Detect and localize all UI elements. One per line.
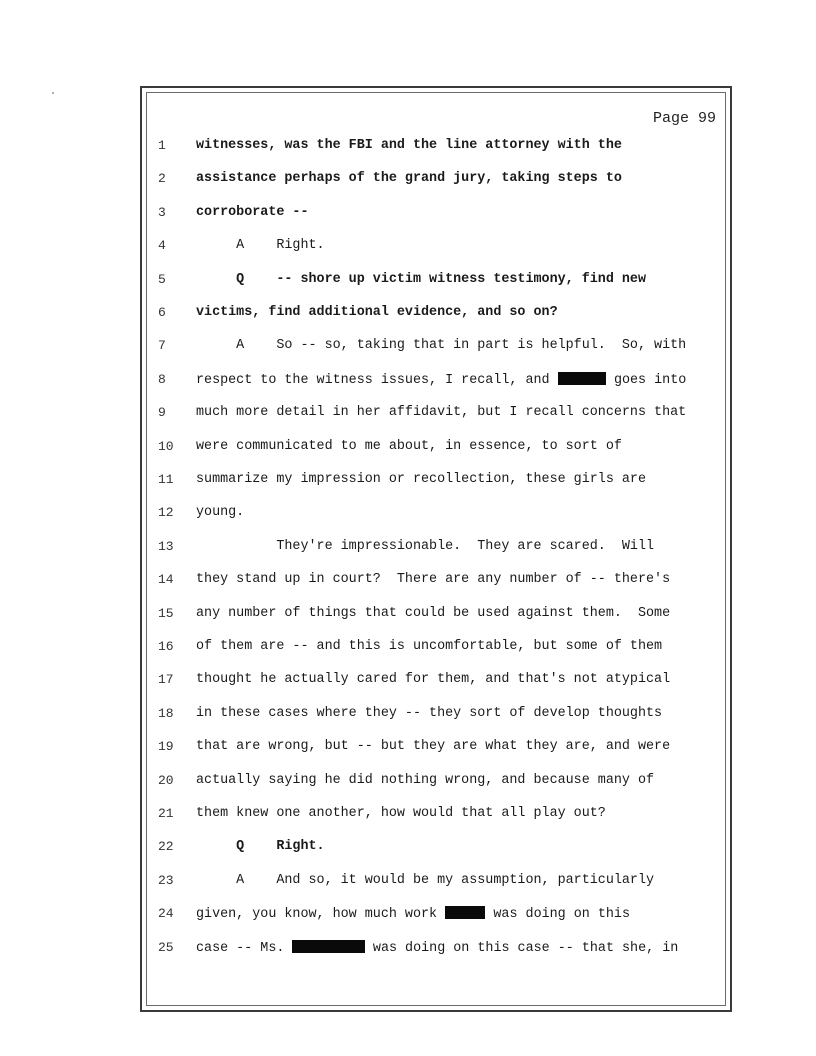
text-segment: were communicated to me about, in essence, to sort of: [196, 438, 622, 454]
line-text: [196, 706, 662, 721]
text-segment: was doing on this case -- that she, in: [364, 940, 679, 956]
transcript-line: [150, 940, 720, 964]
line-number: 24: [158, 906, 174, 922]
redaction-block: [292, 940, 364, 953]
transcript-line: [150, 706, 720, 730]
transcript-line: [150, 138, 720, 162]
text-segment: Q Right.: [196, 839, 325, 855]
line-text: [196, 672, 670, 687]
line-number: 13: [158, 538, 174, 554]
line-number: 20: [158, 772, 174, 788]
page-number: Page 99: [652, 110, 716, 127]
transcript-line: [150, 472, 720, 496]
line-text: [196, 873, 654, 888]
transcript-line: [150, 439, 720, 463]
text-segment: A So -- so, taking that in part is helpful. So, with: [196, 338, 687, 354]
transcript-line: [150, 238, 720, 262]
line-number: 15: [158, 605, 174, 621]
transcript-line: [150, 405, 720, 429]
redaction-block: [445, 906, 485, 919]
text-segment: Q -- shore up victim witness testimony, find new: [196, 271, 646, 287]
transcript-line: [150, 305, 720, 329]
text-segment: they stand up in court? There are any number of -- there's: [196, 572, 671, 588]
transcript-line: [150, 672, 720, 696]
line-text: [196, 839, 325, 854]
transcript-line: [150, 873, 720, 897]
text-segment: A Right.: [196, 238, 325, 254]
text-segment: in these cases where they -- they sort of develop thoughts: [196, 705, 663, 721]
line-number: 25: [158, 939, 174, 955]
line-text: [196, 906, 630, 922]
line-number: 10: [158, 438, 174, 454]
line-number: 21: [158, 806, 174, 821]
line-number: 22: [158, 839, 174, 855]
line-number: 2: [158, 171, 166, 187]
line-text: [196, 439, 622, 454]
line-text: [196, 940, 678, 956]
text-segment: goes into: [605, 372, 687, 388]
text-segment: A And so, it would be my assumption, particularly: [196, 872, 655, 888]
transcript-line: [150, 739, 720, 763]
transcript-line: [150, 539, 720, 563]
line-number: 8: [158, 371, 166, 387]
line-number: 17: [158, 672, 174, 688]
transcript-line: [150, 205, 720, 229]
line-text: [196, 773, 654, 788]
line-text: [196, 171, 622, 186]
transcript-line: [150, 572, 720, 596]
transcript-line: [150, 906, 720, 930]
text-segment: that are wrong, but -- but they are what they are, and were: [196, 739, 671, 755]
transcript-line: [150, 773, 720, 797]
line-number: 19: [158, 739, 174, 755]
line-number: 11: [158, 472, 174, 487]
text-segment: actually saying he did nothing wrong, and because many of: [196, 772, 655, 788]
text-segment: case -- Ms.: [196, 940, 293, 956]
line-number: 16: [158, 639, 174, 654]
line-text: [196, 806, 606, 821]
redaction-block: [558, 372, 606, 385]
text-segment: corroborate --: [196, 204, 309, 220]
line-text: [196, 238, 325, 253]
line-number: 9: [158, 405, 166, 421]
text-segment: assistance perhaps of the grand jury, taking steps to: [196, 171, 622, 187]
line-number: 7: [158, 338, 166, 354]
line-text: [196, 505, 244, 520]
text-segment: victims, find additional evidence, and so on?: [196, 305, 558, 320]
transcript-line: [150, 839, 720, 863]
transcript-line: [150, 272, 720, 296]
line-text: [196, 305, 558, 320]
transcript-line: [150, 806, 720, 830]
text-segment: witnesses, was the FBI and the line attorney with the: [196, 138, 622, 153]
line-text: [196, 205, 309, 220]
line-text: [196, 138, 622, 153]
transcript-line: [150, 505, 720, 529]
text-segment: of them are -- and this is uncomfortable, but some of them: [196, 639, 663, 654]
line-text: [196, 606, 670, 621]
text-segment: They're impressionable. They are scared. Will: [196, 538, 655, 554]
line-text: [196, 472, 646, 487]
text-segment: young.: [196, 505, 245, 521]
line-number: 14: [158, 572, 174, 588]
line-number: 23: [158, 872, 174, 888]
text-segment: summarize my impression or recollection, these girls are: [196, 472, 646, 487]
line-number: 12: [158, 505, 174, 521]
text-segment: any number of things that could be used against them. Some: [196, 605, 671, 621]
line-number: 4: [158, 238, 166, 254]
transcript-line: [150, 372, 720, 396]
text-segment: was doing on this: [485, 907, 631, 923]
line-number: 18: [158, 705, 174, 721]
text-segment: them knew one another, how would that all play out?: [196, 806, 606, 821]
line-text: [196, 272, 646, 287]
line-number: 5: [158, 271, 166, 287]
line-text: [196, 572, 670, 587]
text-segment: much more detail in her affidavit, but I recall concerns that: [196, 405, 687, 421]
text-segment: thought he actually cared for them, and that's not atypical: [196, 672, 671, 688]
transcript-line: [150, 639, 720, 663]
line-text: [196, 405, 686, 420]
line-number: 3: [158, 204, 166, 220]
transcript-line: [150, 606, 720, 630]
line-number: 6: [158, 305, 166, 320]
line-text: [196, 739, 670, 754]
text-segment: respect to the witness issues, I recall, and: [196, 372, 558, 388]
transcript-line: [150, 338, 720, 362]
line-text: [196, 338, 686, 353]
line-text: [196, 539, 654, 554]
text-segment: given, you know, how much work: [196, 907, 446, 923]
line-text: [196, 639, 662, 654]
line-text: [196, 372, 686, 388]
transcript-line: [150, 171, 720, 195]
line-number: 1: [158, 138, 166, 153]
